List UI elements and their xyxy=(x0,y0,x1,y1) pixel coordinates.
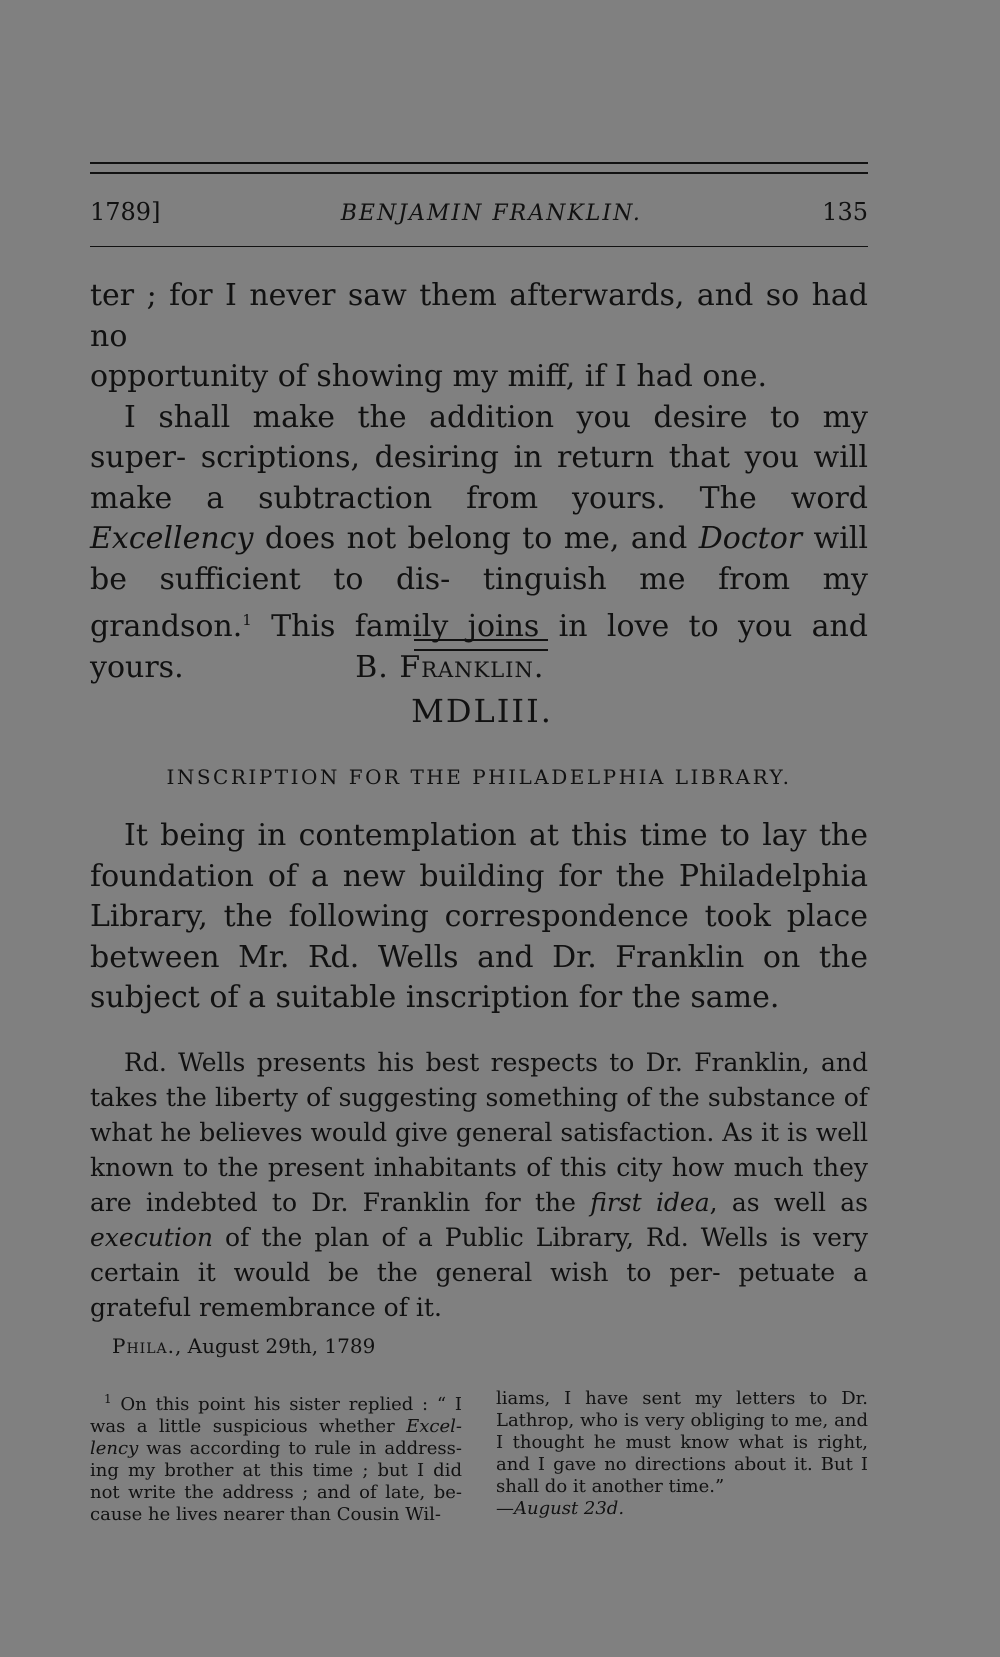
wells-text-c: of the plan of a Public Library, Rd. Wells is very certain it would be the general wish to per- petuate a grateful remembrance of it. xyxy=(90,1223,868,1322)
dateline-date: , August 29th, 1789 xyxy=(174,1334,376,1358)
signature: B. Franklin. xyxy=(355,649,545,685)
section-numeral: MDLIII. xyxy=(411,692,553,730)
footnote-column-1 xyxy=(90,1388,462,1526)
letter-line-2: opportunity of showing my miff, if I had one. xyxy=(90,359,768,394)
page-number: 135 xyxy=(822,198,868,226)
letter-text-a: I shall make the addition you desire to my super- scriptions, desiring in return that you will make a subtraction from yours. The word xyxy=(90,399,868,516)
letter-conclusion xyxy=(90,276,868,688)
header-rule xyxy=(90,246,868,247)
footnote-text-1b: was according to rule in address- ing my brother at this time ; but I did not write the address ; and of late, be- cause he lives nearer than Cousin Wil- xyxy=(90,1438,462,1525)
section-heading: INSCRIPTION FOR THE PHILADELPHIA LIBRARY. xyxy=(166,765,792,789)
wells-letter xyxy=(90,1045,868,1325)
wells-paragraph xyxy=(90,1045,868,1325)
header-title: BENJAMIN FRANKLIN. xyxy=(340,201,642,226)
wells-text-a: Rd. Wells presents his best respects to Dr. Franklin, and takes the liberty of suggesting something of the substance of what he believes would give general satisfaction. As it is well known to the present inhabitants of this city how much they are indebted to Dr. Franklin for the xyxy=(90,1048,869,1217)
footnote-marker: 1 xyxy=(104,1392,112,1406)
footnote-text-1a: On this point his sister replied : “ I was a little suspicious whether xyxy=(90,1394,462,1437)
footnote-excellency: Excel- lency xyxy=(90,1416,462,1459)
intro-paragraph: It being in contemplation at this time to lay the foundation of a new building for the Philadelphia Library, the following correspondence took place between Mr. Rd. Wells and Dr. Franklin on the subject of a suitable inscription for the same. xyxy=(90,818,868,1015)
letter-line-1: ter ; for I never saw them afterwards, and so had no xyxy=(90,278,868,354)
letter-text-c: will be sufficient to dis- tinguish me from my grandson. xyxy=(90,521,868,644)
dateline xyxy=(112,1334,375,1358)
section-intro xyxy=(90,816,868,1019)
top-rule-upper xyxy=(90,162,868,164)
wells-text-b: , as well as xyxy=(709,1188,868,1217)
footnote-text-1 xyxy=(90,1388,462,1526)
footnotes xyxy=(90,1388,868,1526)
footnote-text-2a: liams, I have sent my letters to Dr. Lathrop, who is very obliging to me, and I thought he must know what is right, and I gave no directions about it. But I shall do it another time.” xyxy=(496,1388,868,1497)
running-header xyxy=(90,198,868,234)
excellency-word: Excellency xyxy=(90,521,254,556)
execution-word: execution xyxy=(90,1223,213,1252)
header-year: 1789] xyxy=(90,198,161,226)
top-rule-lower xyxy=(90,172,868,174)
first-idea-phrase: first idea xyxy=(590,1188,710,1217)
footnote-date: —August 23d. xyxy=(496,1498,625,1519)
dateline-place: Phila. xyxy=(112,1334,175,1358)
letter-text-d: This family joins in love to you and yours. xyxy=(90,609,868,685)
doctor-word: Doctor xyxy=(698,521,803,556)
section-divider xyxy=(414,639,548,651)
footnote-ref: 1 xyxy=(242,611,252,629)
footnote-text-2 xyxy=(496,1388,868,1520)
letter-text-b: does not belong to me, and xyxy=(253,521,699,556)
footnote-column-2 xyxy=(496,1388,868,1526)
